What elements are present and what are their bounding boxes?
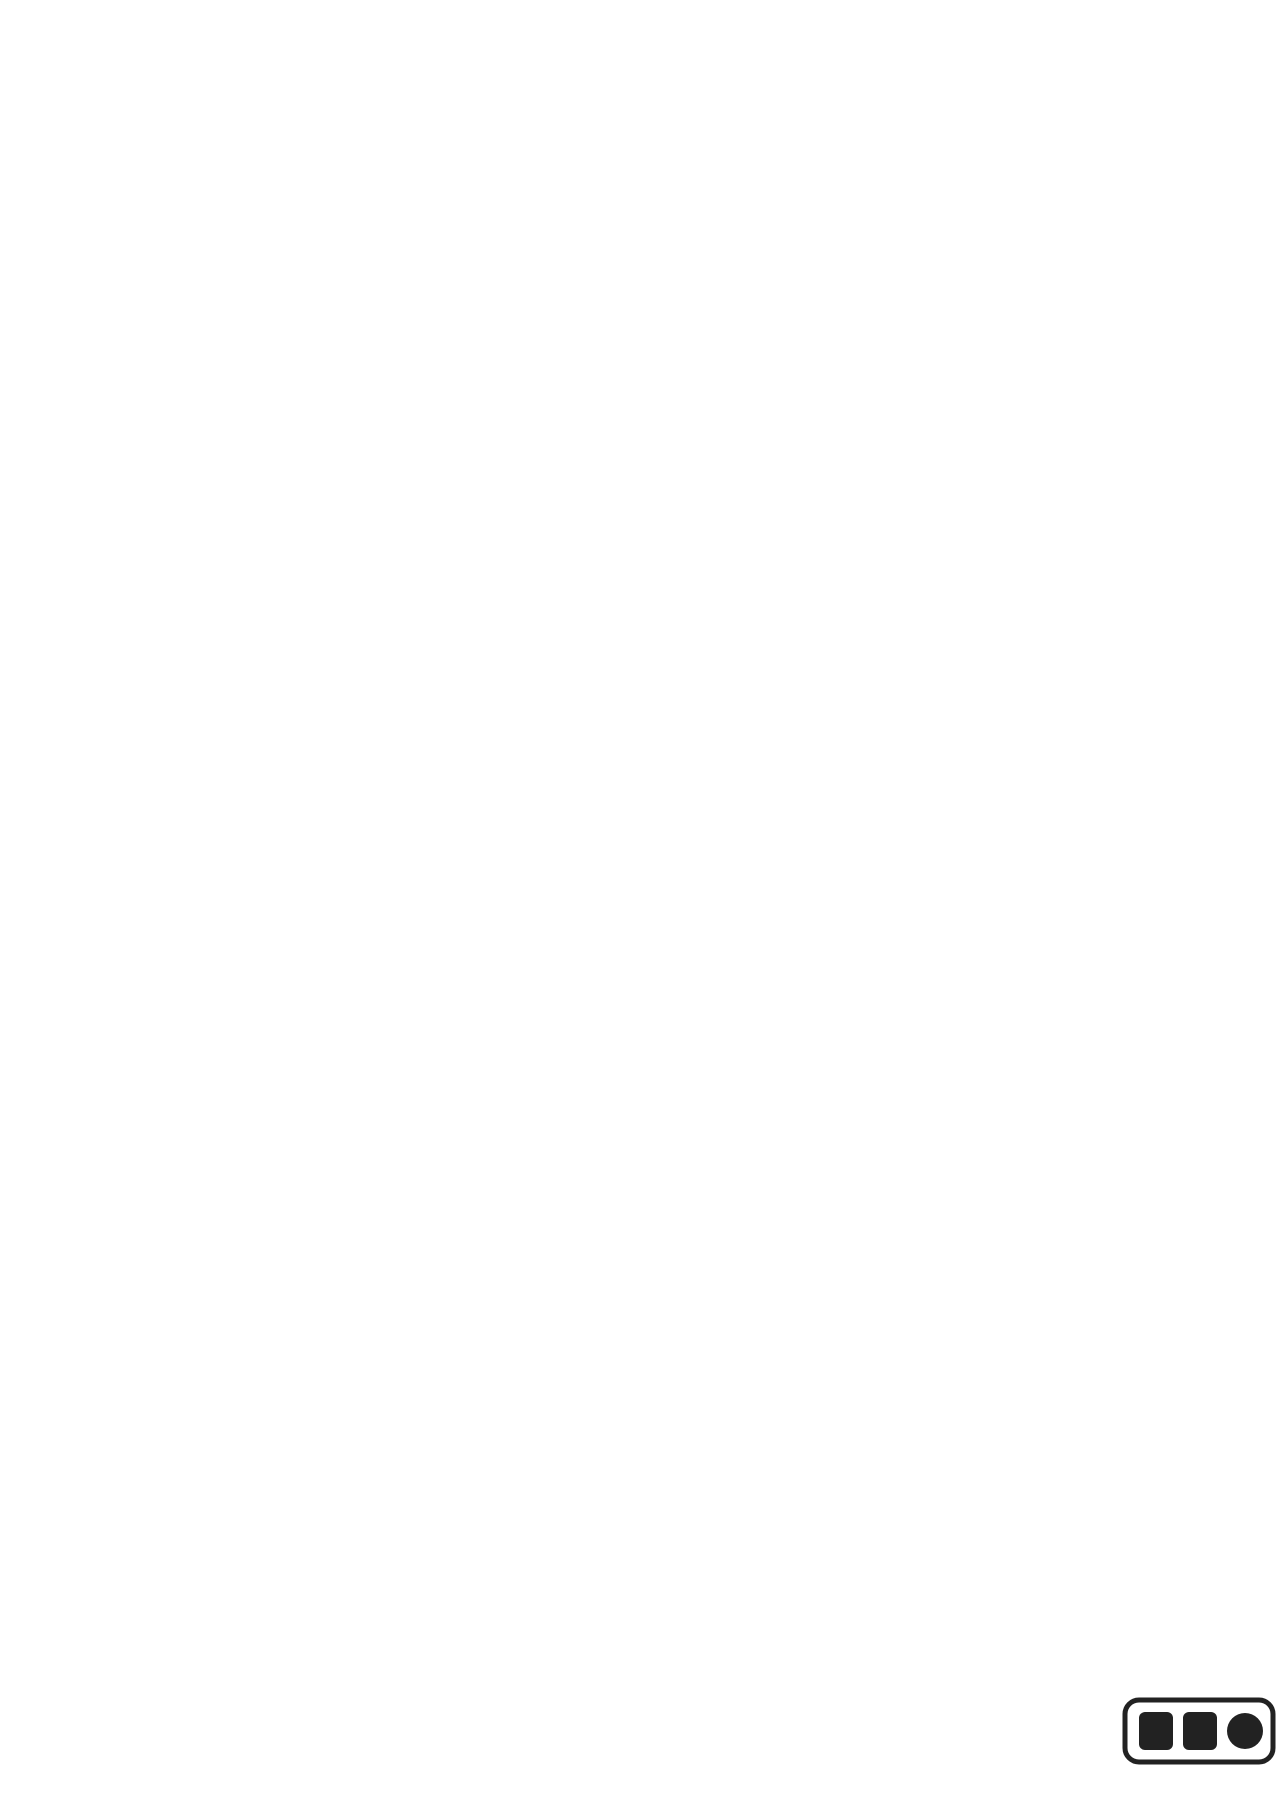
watermark-logo: [1117, 1690, 1277, 1800]
